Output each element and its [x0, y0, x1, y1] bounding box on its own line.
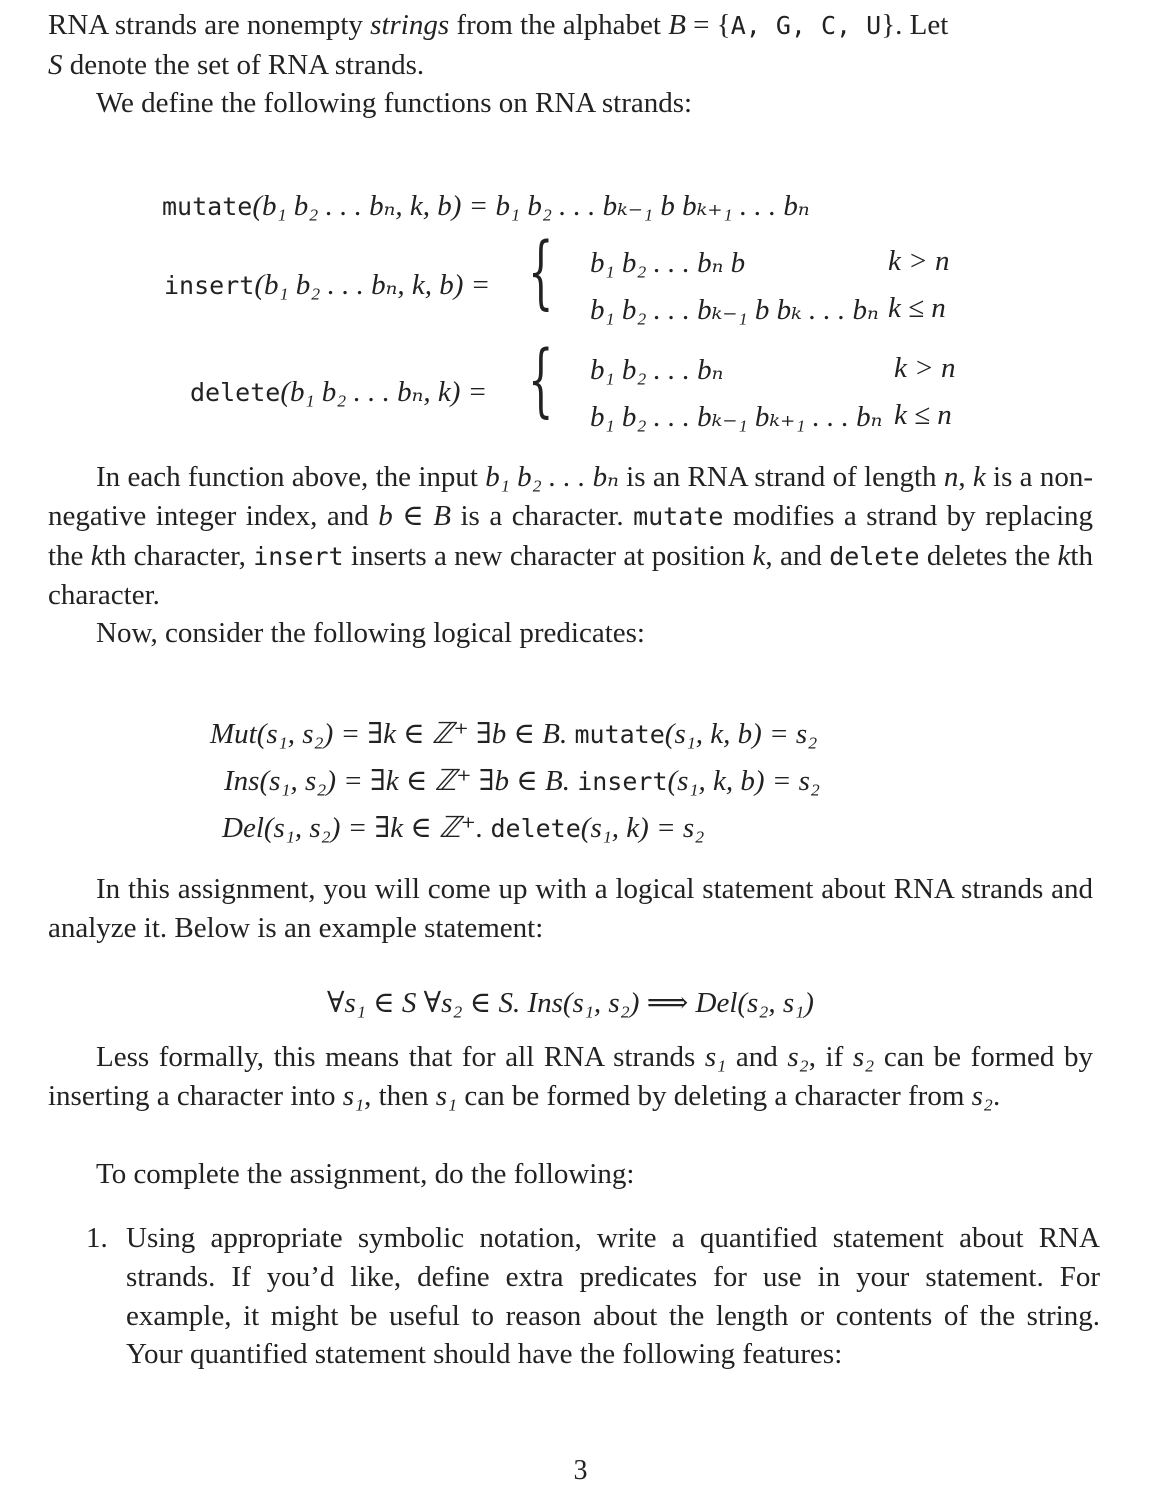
assignment-paragraph: In this assignment, you will come up with a logical statement about RNA strands and analyze it. Below is an example statement:	[48, 873, 1093, 944]
mut-predicate: Mut(s₁, s₂) = ∃k ∈ ℤ⁺ ∃b ∈ B. mutate(s₁, k, b) = s₂	[210, 718, 818, 750]
intro-definition-lead: We define the following functions on RNA strands:	[96, 87, 693, 119]
delete-case-1: b₁ b₂ . . . bₙ	[590, 354, 724, 386]
list-item-number: 1.	[86, 1222, 108, 1254]
del-predicate: Del(s₁, s₂) = ∃k ∈ ℤ⁺. delete(s₁, k) = s₂	[222, 812, 705, 844]
example-statement: ∀s₁ ∈ S ∀s₂ ∈ S. Ins(s₁, s₂) ⟹ Del(s₂, s₁)	[327, 987, 814, 1019]
page-number: 3	[573, 1455, 588, 1486]
instructions-lead: To complete the assignment, do the following:	[96, 1158, 635, 1190]
informal-explanation: Less formally, this means that for all RNA strands s₁ and s₂, if s₂ can be formed by inserting a character into s₁, then s₁ can be formed by deleting a character from s₂.	[48, 1041, 1093, 1112]
delete-definition-lhs: delete(b₁ b₂ . . . bₙ, k) =	[190, 376, 488, 408]
list-item	[48, 1219, 1100, 1374]
delete-case-2: b₁ b₂ . . . bₖ₋₁ bₖ₊₁ . . . bₙ	[590, 401, 883, 433]
ins-predicate: Ins(s₁, s₂) = ∃k ∈ ℤ⁺ ∃b ∈ B. insert(s₁, k, b) = s₂	[224, 765, 821, 797]
insert-cond-1: k > n	[888, 245, 950, 277]
instruction-list	[48, 1219, 1100, 1374]
insert-cond-2: k ≤ n	[888, 292, 946, 324]
delete-cond-2: k ≤ n	[894, 399, 952, 431]
mutate-definition: mutate(b₁ b₂ . . . bₙ, k, b) = b₁ b₂ . . . bₖ₋₁ b bₖ₊₁ . . . bₙ	[162, 190, 810, 222]
delete-brace: {	[528, 333, 554, 426]
delete-cond-1: k > n	[894, 352, 956, 384]
insert-case-2: b₁ b₂ . . . bₖ₋₁ b bₖ . . . bₙ	[590, 294, 879, 326]
explanation-paragraph: In each function above, the input b₁ b₂ . . . bₙ is an RNA strand of length n, k is a non-negative integer index, and b ∈ B is a character. mutate modifies a strand by replacing the kth character, insert inserts a new character at position k, and delete deletes the kth character.	[48, 461, 1094, 612]
function-definitions	[48, 180, 1093, 440]
insert-definition-lhs: insert(b₁ b₂ . . . bₙ, k, b) =	[164, 269, 491, 301]
intro-paragraph: RNA strands are nonempty strings from the alphabet B = {A, G, C, U}. Let S denote the set of RNA strands.	[48, 9, 949, 81]
list-item-text: Using appropriate symbolic notation, write a quantified statement about RNA strands. If you’d like, define extra predicates for use in your statement. For example, it might be useful to reason about the length or contents of the string. Your quantified statement should have the following features:	[126, 1222, 1100, 1371]
predicates-lead: Now, consider the following logical predicates:	[96, 617, 645, 649]
predicate-definitions	[48, 700, 1093, 860]
insert-brace: {	[528, 225, 554, 318]
insert-case-1: b₁ b₂ . . . bₙ b	[590, 247, 746, 279]
